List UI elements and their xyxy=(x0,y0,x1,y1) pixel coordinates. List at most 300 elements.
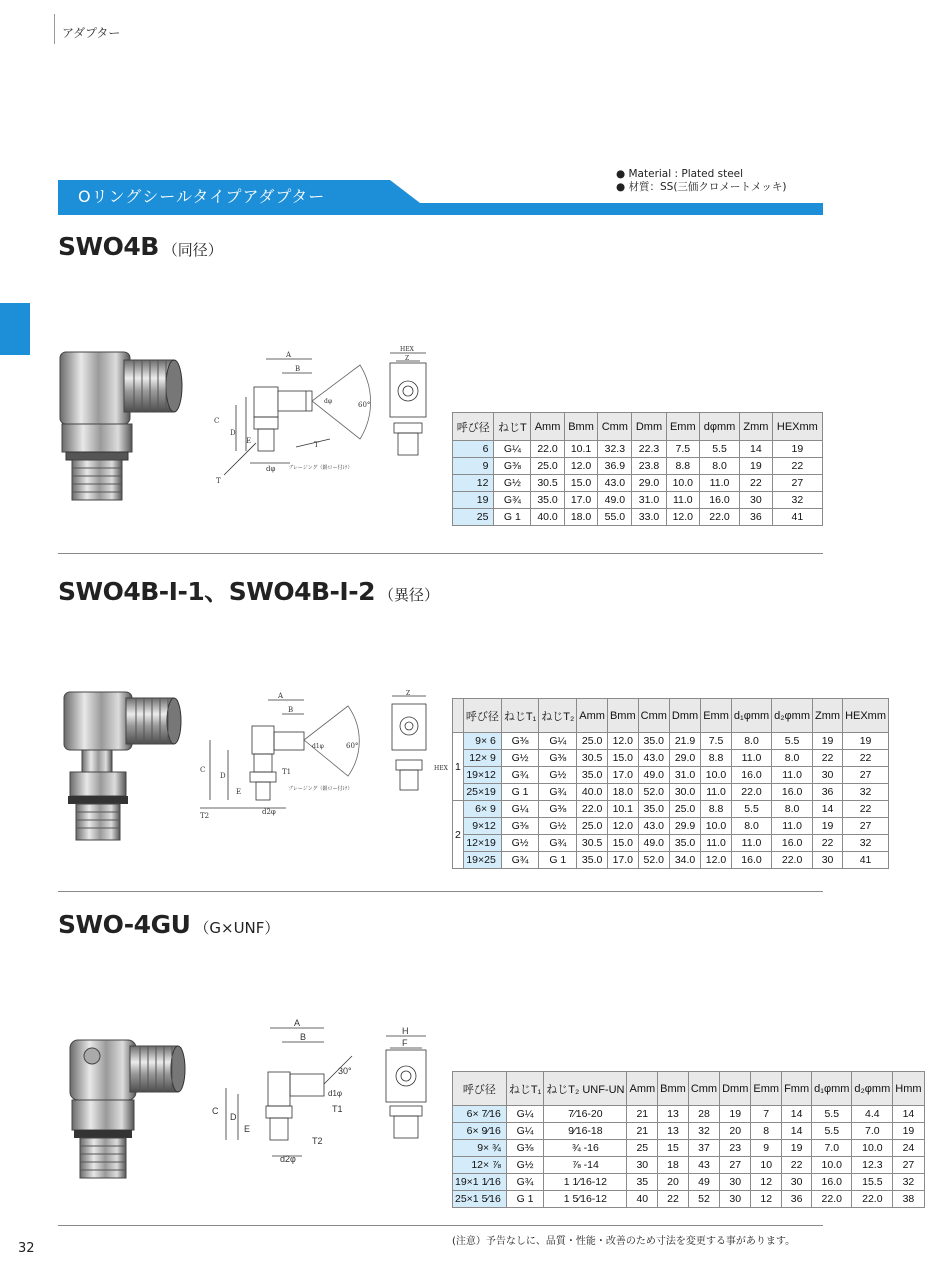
table-cell: 22 xyxy=(813,835,843,852)
section-divider xyxy=(58,891,823,892)
table-header-row xyxy=(453,699,889,733)
table-cell: G¾ xyxy=(506,1174,543,1191)
table-cell: 19 xyxy=(453,492,494,509)
footer-note: (注意）予告なしに、品質・性能・改善のため寸法を変更する事があります。 xyxy=(452,1236,796,1247)
material-en: ● Material : Plated steel xyxy=(616,168,744,180)
table-cell: 17.0 xyxy=(607,852,638,869)
table-cell: 20 xyxy=(658,1174,689,1191)
table-cell: 8.0 xyxy=(772,750,813,767)
table-cell: 36 xyxy=(739,509,772,526)
table-cell: 30.5 xyxy=(577,750,608,767)
table-cell: 21 xyxy=(627,1106,658,1123)
table-cell: 6× 9 xyxy=(463,801,501,818)
table-cell: 7 xyxy=(751,1106,782,1123)
table-cell: 31.0 xyxy=(669,767,700,784)
column-header: ねじT xyxy=(494,413,531,441)
table-cell: 30 xyxy=(813,852,843,869)
table-cell: 10.0 xyxy=(701,767,732,784)
table-cell: 33.0 xyxy=(632,509,666,526)
table-row xyxy=(453,441,823,458)
table-cell: 31.0 xyxy=(632,492,666,509)
table-cell: 16.0 xyxy=(731,767,771,784)
table-cell: 35.0 xyxy=(577,767,608,784)
table-cell: G 1 xyxy=(494,509,531,526)
column-header: Emm xyxy=(701,699,732,733)
table-cell: 25.0 xyxy=(531,458,564,475)
table-cell: G¾ xyxy=(539,835,577,852)
table-cell: 12× ⅞ xyxy=(453,1157,507,1174)
table-cell: 9⁄16-18 xyxy=(544,1123,627,1140)
table-cell: 16.0 xyxy=(812,1174,852,1191)
svg-text:H: H xyxy=(402,1026,409,1036)
svg-text:A: A xyxy=(278,692,284,700)
table-cell: 11.0 xyxy=(701,784,732,801)
column-header: Dmm xyxy=(669,699,700,733)
table-cell: 41 xyxy=(772,509,822,526)
table-cell: 8.8 xyxy=(666,458,699,475)
column-header: Dmm xyxy=(720,1072,751,1106)
table-row xyxy=(453,1174,925,1191)
column-header: Hmm xyxy=(893,1072,924,1106)
table-cell: G½ xyxy=(506,1157,543,1174)
svg-text:ブレージング（銀ロー付け）: ブレージング（銀ロー付け） xyxy=(288,786,353,792)
table-cell: 16.0 xyxy=(772,784,813,801)
group-label: 2 xyxy=(453,801,464,869)
table-cell: 22 xyxy=(782,1157,812,1174)
table-cell: 10.0 xyxy=(812,1157,852,1174)
table-cell: 10.1 xyxy=(564,441,597,458)
table-cell: G 1 xyxy=(501,784,538,801)
table-cell: 7.0 xyxy=(852,1123,893,1140)
table-cell: 10.0 xyxy=(701,818,732,835)
column-header: Zmm xyxy=(813,699,843,733)
column-header: d₂φmm xyxy=(772,699,813,733)
table-cell: 8.0 xyxy=(772,801,813,818)
column-header: HEXmm xyxy=(843,699,889,733)
table-cell: 22.0 xyxy=(731,784,771,801)
table-cell: ⅞ -14 xyxy=(544,1157,627,1174)
column-header: Amm xyxy=(531,413,564,441)
table-cell: 41 xyxy=(843,852,889,869)
table-cell: G⅜ xyxy=(539,801,577,818)
table-cell: 35.0 xyxy=(638,801,669,818)
table-cell: 21 xyxy=(627,1123,658,1140)
table-cell: 22.0 xyxy=(852,1191,893,1208)
table-cell: 15 xyxy=(658,1140,689,1157)
column-header: HEXmm xyxy=(772,413,822,441)
table-cell: 19 xyxy=(739,458,772,475)
table-cell: 35 xyxy=(627,1174,658,1191)
swo4b-title: SWO4B （同径） xyxy=(58,232,223,261)
column-header: dφmm xyxy=(700,413,740,441)
svg-text:T1: T1 xyxy=(332,1104,343,1114)
category-label: アダプター xyxy=(62,26,121,40)
table-cell: 23 xyxy=(720,1140,751,1157)
table-cell: G¼ xyxy=(501,801,538,818)
swo4b-photo xyxy=(52,346,184,506)
swo4bi-photo xyxy=(56,686,186,846)
table-cell: 20 xyxy=(720,1123,751,1140)
column-header: Fmm xyxy=(782,1072,812,1106)
table-cell: 29.9 xyxy=(669,818,700,835)
table-cell: 24 xyxy=(893,1140,924,1157)
table-cell: 11.0 xyxy=(666,492,699,509)
column-header: Dmm xyxy=(632,413,666,441)
table-cell: 5.5 xyxy=(731,801,771,818)
table-row xyxy=(453,509,823,526)
table-cell: ¾ -16 xyxy=(544,1140,627,1157)
table-cell: 14 xyxy=(813,801,843,818)
table-cell: 22 xyxy=(843,801,889,818)
table-cell: 19 xyxy=(813,818,843,835)
table-cell: G¼ xyxy=(506,1123,543,1140)
svg-text:D: D xyxy=(230,429,236,437)
table-row xyxy=(453,784,889,801)
svg-text:B: B xyxy=(288,706,294,714)
table-cell: 38 xyxy=(893,1191,924,1208)
table-cell: 49.0 xyxy=(638,767,669,784)
table-cell: 16.0 xyxy=(731,852,771,869)
table-cell: 37 xyxy=(688,1140,719,1157)
table-cell: 8 xyxy=(751,1123,782,1140)
table-cell: 30 xyxy=(782,1174,812,1191)
table-cell: 55.0 xyxy=(598,509,632,526)
svg-text:E: E xyxy=(236,788,242,796)
table-cell: 52 xyxy=(688,1191,719,1208)
table-cell: 30 xyxy=(627,1157,658,1174)
table-header-row xyxy=(453,413,823,441)
table-cell: 25 xyxy=(453,509,494,526)
table-cell: 19 xyxy=(720,1106,751,1123)
table-cell: 9 xyxy=(751,1140,782,1157)
table-cell: 17.0 xyxy=(564,492,597,509)
swo4gu-table xyxy=(452,1071,925,1208)
table-cell: 14 xyxy=(782,1123,812,1140)
table-cell: 27 xyxy=(843,767,889,784)
table-cell: 8.8 xyxy=(701,750,732,767)
svg-text:HEX: HEX xyxy=(400,346,414,353)
table-cell: 19 xyxy=(782,1140,812,1157)
table-cell: 35.0 xyxy=(638,733,669,750)
column-header xyxy=(453,699,464,733)
table-cell: 19×25 xyxy=(463,852,501,869)
table-row xyxy=(453,492,823,509)
table-cell: 25.0 xyxy=(577,818,608,835)
svg-text:ブレージング（銀ロー付け）: ブレージング（銀ロー付け） xyxy=(288,465,353,471)
svg-text:D: D xyxy=(230,1112,237,1122)
table-cell: 19 xyxy=(893,1123,924,1140)
table-cell: 14 xyxy=(782,1106,812,1123)
section-divider xyxy=(58,553,823,554)
table-cell: 12.0 xyxy=(607,733,638,750)
table-cell: 30 xyxy=(813,767,843,784)
table-cell: 11.0 xyxy=(700,475,740,492)
table-cell: 7.0 xyxy=(812,1140,852,1157)
table-cell: 22 xyxy=(813,750,843,767)
table-cell: 15.0 xyxy=(564,475,597,492)
svg-text:dφ: dφ xyxy=(324,398,333,405)
table-cell: 1 5⁄16-12 xyxy=(544,1191,627,1208)
table-cell: 40.0 xyxy=(531,509,564,526)
table-row xyxy=(453,1191,925,1208)
table-cell: G⅜ xyxy=(501,818,538,835)
column-header: 呼び径 xyxy=(453,1072,507,1106)
svg-text:T2: T2 xyxy=(312,1136,323,1146)
table-row xyxy=(453,818,889,835)
material-jp: ● 材質：SS(三価クロメートメッキ) xyxy=(616,181,787,193)
svg-text:60°: 60° xyxy=(358,401,371,409)
table-cell: 21.9 xyxy=(669,733,700,750)
table-cell: G¼ xyxy=(539,733,577,750)
table-cell: 22.0 xyxy=(772,852,813,869)
column-header: Emm xyxy=(751,1072,782,1106)
svg-text:C: C xyxy=(200,766,206,774)
table-cell: 7.5 xyxy=(666,441,699,458)
svg-text:60°: 60° xyxy=(346,742,359,750)
table-cell: 18.0 xyxy=(607,784,638,801)
table-cell: 36 xyxy=(813,784,843,801)
table-cell: 27 xyxy=(893,1157,924,1174)
swo4bi-table xyxy=(452,698,889,869)
table-cell: 10.0 xyxy=(852,1140,893,1157)
svg-text:T: T xyxy=(216,477,221,485)
svg-text:d2φ: d2φ xyxy=(280,1154,296,1164)
table-row xyxy=(453,852,889,869)
table-cell: 49 xyxy=(688,1174,719,1191)
table-cell: 19×1 1⁄16 xyxy=(453,1174,507,1191)
svg-text:A: A xyxy=(286,351,292,359)
table-cell: 12 xyxy=(453,475,494,492)
table-cell: 9× 6 xyxy=(463,733,501,750)
table-cell: 9× ¾ xyxy=(453,1140,507,1157)
swo4bi-title: SWO4B-Ⅰ-1、SWO4B-Ⅰ-2 （異径） xyxy=(58,577,439,606)
table-cell: G⅜ xyxy=(501,733,538,750)
svg-text:A: A xyxy=(294,1018,301,1028)
table-row xyxy=(453,458,823,475)
column-header: Emm xyxy=(666,413,699,441)
table-cell: G¾ xyxy=(501,852,538,869)
table-cell: 11.0 xyxy=(731,835,771,852)
table-cell: 12.0 xyxy=(564,458,597,475)
table-cell: 25.0 xyxy=(577,733,608,750)
column-header: Bmm xyxy=(658,1072,689,1106)
swo4gu-title: SWO-4GU （G×UNF） xyxy=(58,910,280,939)
table-cell: 29.0 xyxy=(669,750,700,767)
table-cell: 18.0 xyxy=(564,509,597,526)
table-cell: 8.0 xyxy=(700,458,740,475)
table-cell: 5.5 xyxy=(812,1123,852,1140)
svg-text:Z: Z xyxy=(405,355,410,362)
table-cell: 22 xyxy=(843,750,889,767)
material-info xyxy=(616,168,786,194)
table-row xyxy=(453,475,823,492)
table-cell: 32.3 xyxy=(598,441,632,458)
svg-text:T: T xyxy=(314,441,319,449)
table-cell: 12.0 xyxy=(701,852,732,869)
table-cell: 27 xyxy=(772,475,822,492)
svg-text:30°: 30° xyxy=(338,1066,352,1076)
banner-title: Oリングシールタイプアダプター xyxy=(78,187,326,206)
column-header: Cmm xyxy=(598,413,632,441)
table-cell: 36 xyxy=(782,1191,812,1208)
swo4bi-drawing xyxy=(196,690,446,820)
svg-text:d2φ: d2φ xyxy=(262,808,276,816)
table-cell: 12.3 xyxy=(852,1157,893,1174)
svg-text:Z: Z xyxy=(406,690,411,697)
svg-text:E: E xyxy=(244,1124,251,1134)
table-cell: 22.3 xyxy=(632,441,666,458)
table-cell: 11.0 xyxy=(772,767,813,784)
svg-text:B: B xyxy=(295,365,301,373)
svg-text:T2: T2 xyxy=(200,812,210,820)
table-cell: 13 xyxy=(658,1123,689,1140)
table-cell: 30.5 xyxy=(531,475,564,492)
group-label: 1 xyxy=(453,733,464,801)
table-cell: G¼ xyxy=(506,1106,543,1123)
table-cell: 9×12 xyxy=(463,818,501,835)
table-cell: 5.5 xyxy=(812,1106,852,1123)
header-divider xyxy=(54,14,55,44)
table-cell: 10.1 xyxy=(607,801,638,818)
table-cell: 19 xyxy=(772,441,822,458)
column-header: d₂φmm xyxy=(852,1072,893,1106)
column-header: Amm xyxy=(627,1072,658,1106)
table-cell: 11.0 xyxy=(731,750,771,767)
svg-text:HEX: HEX xyxy=(434,765,448,772)
table-cell: G¼ xyxy=(494,441,531,458)
table-cell: 22.0 xyxy=(700,509,740,526)
table-cell: G 1 xyxy=(539,852,577,869)
table-cell: 19 xyxy=(843,733,889,750)
column-header: ねじT₂ xyxy=(539,699,577,733)
table-cell: 30 xyxy=(720,1191,751,1208)
column-header: Zmm xyxy=(739,413,772,441)
swo4gu-drawing xyxy=(208,1016,448,1166)
section-divider xyxy=(58,1225,823,1226)
column-header: 呼び径 xyxy=(463,699,501,733)
column-header: Amm xyxy=(577,699,608,733)
svg-text:d1φ: d1φ xyxy=(328,1089,343,1098)
column-header: Cmm xyxy=(688,1072,719,1106)
table-cell: G½ xyxy=(539,767,577,784)
svg-text:B: B xyxy=(300,1032,307,1042)
svg-text:E: E xyxy=(246,437,252,445)
svg-text:C: C xyxy=(214,417,220,425)
table-row xyxy=(453,750,889,767)
table-cell: 1 1⁄16-12 xyxy=(544,1174,627,1191)
table-cell: 52.0 xyxy=(638,852,669,869)
table-cell: G⅜ xyxy=(539,750,577,767)
table-cell: 35.0 xyxy=(531,492,564,509)
table-row xyxy=(453,1140,925,1157)
table-cell: G½ xyxy=(539,818,577,835)
table-cell: 16.0 xyxy=(700,492,740,509)
table-cell: 15.0 xyxy=(607,835,638,852)
svg-text:D: D xyxy=(220,772,226,780)
table-cell: 29.0 xyxy=(632,475,666,492)
table-cell: 17.0 xyxy=(607,767,638,784)
table-header-row xyxy=(453,1072,925,1106)
table-cell: 22.0 xyxy=(812,1191,852,1208)
table-row xyxy=(453,733,889,750)
table-row xyxy=(453,1123,925,1140)
column-header: ねじT₁ xyxy=(501,699,538,733)
table-cell: 10 xyxy=(751,1157,782,1174)
table-cell: 43.0 xyxy=(638,818,669,835)
table-cell: 30 xyxy=(720,1174,751,1191)
column-header: ねじT₂ UNF-UN xyxy=(544,1072,627,1106)
swo4b-drawing xyxy=(210,343,440,493)
column-header: Bmm xyxy=(607,699,638,733)
column-header: ねじT₁ xyxy=(506,1072,543,1106)
table-cell: 22 xyxy=(772,458,822,475)
table-cell: 43.0 xyxy=(598,475,632,492)
column-header: d₁φmm xyxy=(731,699,771,733)
table-cell: 49.0 xyxy=(598,492,632,509)
table-cell: G 1 xyxy=(506,1191,543,1208)
table-cell: 9 xyxy=(453,458,494,475)
table-cell: 32 xyxy=(893,1174,924,1191)
table-cell: 6× 7⁄16 xyxy=(453,1106,507,1123)
table-cell: 40 xyxy=(627,1191,658,1208)
table-row xyxy=(453,801,889,818)
table-cell: G¾ xyxy=(539,784,577,801)
table-cell: G½ xyxy=(494,475,531,492)
table-cell: 25×1 5⁄16 xyxy=(453,1191,507,1208)
table-row xyxy=(453,835,889,852)
svg-text:dφ: dφ xyxy=(266,465,276,473)
table-cell: G⅜ xyxy=(506,1140,543,1157)
table-cell: 14 xyxy=(739,441,772,458)
column-header: 呼び径 xyxy=(453,413,494,441)
table-cell: 19×12 xyxy=(463,767,501,784)
table-cell: 52.0 xyxy=(638,784,669,801)
table-cell: 12.0 xyxy=(666,509,699,526)
table-cell: 7⁄16-20 xyxy=(544,1106,627,1123)
table-cell: 8.0 xyxy=(731,733,771,750)
table-cell: G½ xyxy=(501,835,538,852)
table-cell: 6× 9⁄16 xyxy=(453,1123,507,1140)
table-cell: 12×19 xyxy=(463,835,501,852)
table-cell: 6 xyxy=(453,441,494,458)
table-cell: 11.0 xyxy=(772,818,813,835)
table-cell: 13 xyxy=(658,1106,689,1123)
table-cell: 14 xyxy=(893,1106,924,1123)
table-cell: 34.0 xyxy=(669,852,700,869)
table-cell: 32 xyxy=(772,492,822,509)
table-cell: 15.0 xyxy=(607,750,638,767)
table-cell: 35.0 xyxy=(669,835,700,852)
table-cell: 28 xyxy=(688,1106,719,1123)
column-header: Bmm xyxy=(564,413,597,441)
swo4b-table xyxy=(452,412,823,526)
table-cell: G⅜ xyxy=(494,458,531,475)
table-cell: 43.0 xyxy=(638,750,669,767)
table-cell: 22 xyxy=(658,1191,689,1208)
table-cell: 10.0 xyxy=(666,475,699,492)
table-cell: 32 xyxy=(843,835,889,852)
table-cell: 25 xyxy=(627,1140,658,1157)
table-row xyxy=(453,1157,925,1174)
svg-text:F: F xyxy=(402,1038,408,1048)
table-row xyxy=(453,1106,925,1123)
table-cell: 12 xyxy=(751,1174,782,1191)
table-cell: 32 xyxy=(688,1123,719,1140)
column-header: d₁φmm xyxy=(812,1072,852,1106)
table-cell: 23.8 xyxy=(632,458,666,475)
table-cell: G¾ xyxy=(501,767,538,784)
table-cell: 12× 9 xyxy=(463,750,501,767)
